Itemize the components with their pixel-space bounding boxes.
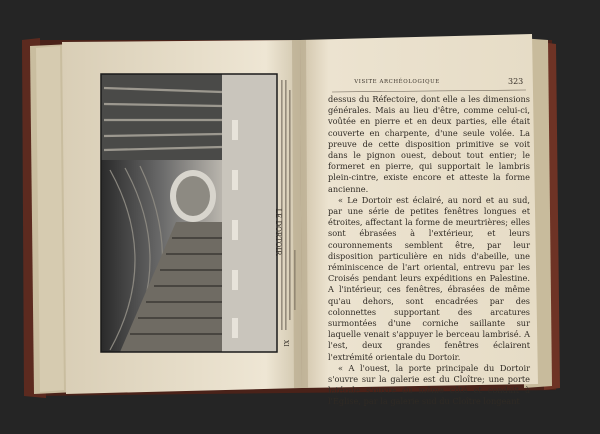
running-head: VISITE ARCHÉOLOGIQUE bbox=[354, 79, 440, 85]
paragraph: « Le Dortoir est éclairé, au nord et au sud, par une série de petites fenêtres longues et étroites, affectant la forme de meurtrières; elles sont ébrasées à l'extérieur, et leurs couronnements semblent être, par leur disposition particulière en nids d'abeille, une réminiscence de l'art oriental, entrevu par les Croisés pendant leurs expéditions en Palestine. A l'intérieur, ces fenêtres, ébrasées de même qu'au dehors, sont encadrées par des colonnettes supportant des arcatures surmontées d'une corniche saillante sur laquelle venait s'appuyer le berceau lambrisé. A l'est, deux grandes fenêtres éclairent l'extrémité orientale du Dortoir. bbox=[328, 194, 530, 362]
dormitory-photograph bbox=[101, 74, 277, 352]
page-body-text bbox=[328, 94, 530, 408]
plate-title: LE DORTOIR bbox=[274, 208, 282, 256]
paragraph: « A l'ouest, la porte principale du Dortoir s'ouvre sur la galerie est du Cloître; une porte latérale s'ouvre du même côté et conduit à l'Église, par la galerie sud du Cloître longeant bbox=[328, 362, 530, 407]
page-number: 323 bbox=[508, 77, 524, 86]
plate-number: XI bbox=[282, 340, 289, 347]
paragraph: dessus du Réfectoire, dont elle a les dimensions générales. Mais au lieu d'être, comme celui-ci, voûtée en pierre et en deux parties, elle était couverte en charpente, d'une seule volée. La preuve de cette disposition primitive se voit dans le pignon ouest, debout tout entier; le formeret en pierre, qui supportait le lambris plein-cintre, existe encore et atteste la forme ancienne. bbox=[328, 94, 530, 194]
